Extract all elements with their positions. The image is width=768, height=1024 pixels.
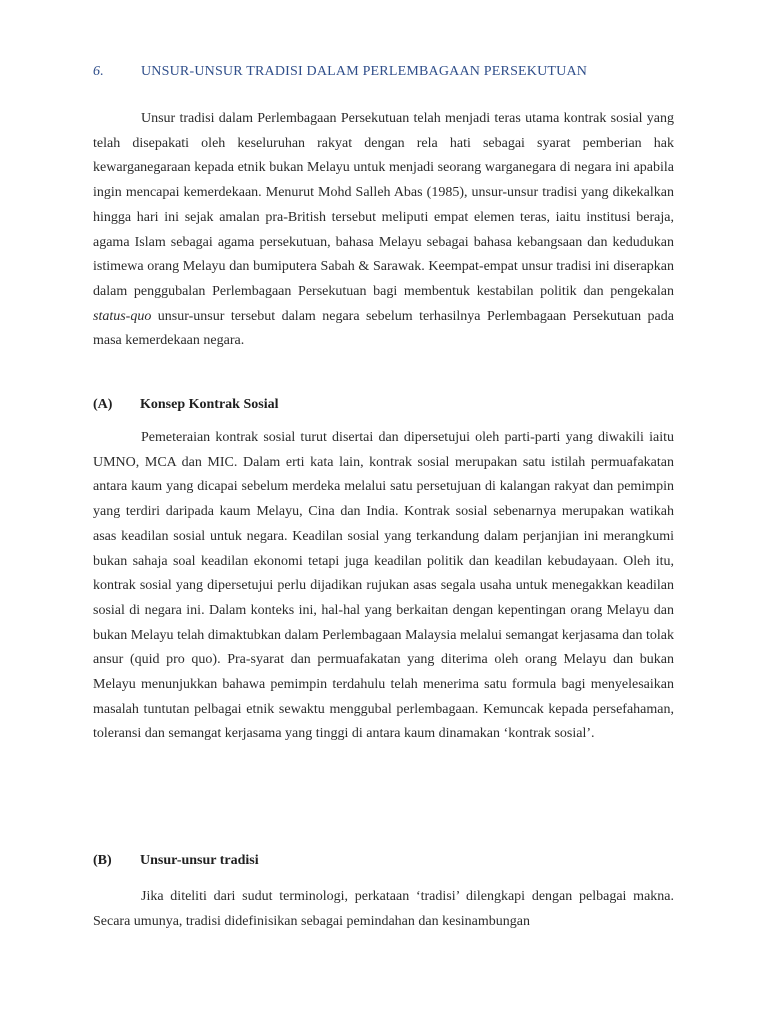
- subsection-b-marker: (B): [93, 853, 112, 868]
- section-number: 6.: [93, 64, 104, 79]
- paragraph-1-text-b: unsur-unsur tersebut dalam negara sebelum terhasilnya Perlembagaan Persekutuan pada masa kemerdekaan negara.: [93, 308, 674, 349]
- section-title: UNSUR-UNSUR TRADISI DALAM PERLEMBAGAAN PERSEKUTUAN: [141, 64, 588, 79]
- paragraph-unsur-tradisi: [93, 107, 674, 354]
- subsection-b-title: Unsur-unsur tradisi: [140, 853, 259, 868]
- paragraph-kontrak-sosial: Pemeteraian kontrak sosial turut disertai dan dipersetujui oleh parti-parti yang diwakili iaitu UMNO, MCA dan MIC. Dalam erti kata lain, kontrak sosial merupakan satu istilah permuafakatan antara kaum yang dicapai sebelum merdeka melalui satu persetujuan di kalangan rakyat dan pemimpin yang terdiri daripada kaum Melayu, Cina dan India. Kontrak sosial sebenarnya merupakan watikah asas keadilan sosial untuk negara. Keadilan sosial yang terkandung dalam perjanjian ini merangkumi bukan sahaja soal keadilan ekonomi tetapi juga keadilan politik dan keadilan kebudayaan. Oleh itu, kontrak sosial yang dipersetujui perlu dijadikan rujukan asas segala usaha untuk menegakkan keadilan sosial di negara ini. Dalam konteks ini, hal-hal yang berkaitan dengan kepentingan orang Melayu dan bukan Melayu telah dimaktubkan dalam Perlembagaan Malaysia melalui semangat kerjasama dan tolak ansur (quid pro quo). Pra-syarat dan permuafakatan yang diterima oleh orang Melayu dan bukan Melayu menunjukkan bahawa pemimpin terdahulu telah menerima satu formula bagi menyelesaikan masalah tuntutan pelbagai etnik sewaktu menggubal perlembagaan. Kemuncak kepada persefahaman, toleransi dan semangat kerjasama yang tinggi di antara kaum dinamakan ‘kontrak sosial’.: [93, 430, 674, 742]
- paragraph-1-italic-term: status-quo: [93, 308, 152, 324]
- subsection-a-title: Konsep Kontrak Sosial: [140, 397, 279, 412]
- section-heading: [93, 64, 587, 80]
- paragraph-1-text-a: Unsur tradisi dalam Perlembagaan Persekutuan telah menjadi teras utama kontrak sosial yang telah disepakati oleh keseluruhan rakyat dengan rela hati sebagai syarat pemberian hak kewarganegaraan kepada etnik bukan Melayu untuk menjadi seorang warganegara di negara ini apabila ingin mencapai kemerdekaan. Menurut Mohd Salleh Abas (1985), unsur-unsur tradisi yang dikekalkan hingga hari ini sejak amalan pra-British tersebut meliputi empat elemen teras, iaitu institusi beraja, agama Islam sebagai agama persekutuan, bahasa Melayu sebagai bahasa kebangsaan dan kedudukan istimewa orang Melayu dan bumiputera Sabah & Sarawak. Keempat-empat unsur tradisi ini diserapkan dalam penggubalan Perlembagaan Persekutuan bagi membentuk kestabilan politik dan pengekalan: [93, 111, 674, 299]
- subsection-a-heading: [93, 397, 278, 413]
- subsection-a-marker: (A): [93, 397, 113, 412]
- subsection-b-heading: [93, 853, 259, 869]
- paragraph-tradisi-definition: Jika diteliti dari sudut terminologi, perkataan ‘tradisi’ dilengkapi dengan pelbagai makna. Secara umunya, tradisi didefinisikan sebagai pemindahan dan kesinambungan: [93, 889, 674, 929]
